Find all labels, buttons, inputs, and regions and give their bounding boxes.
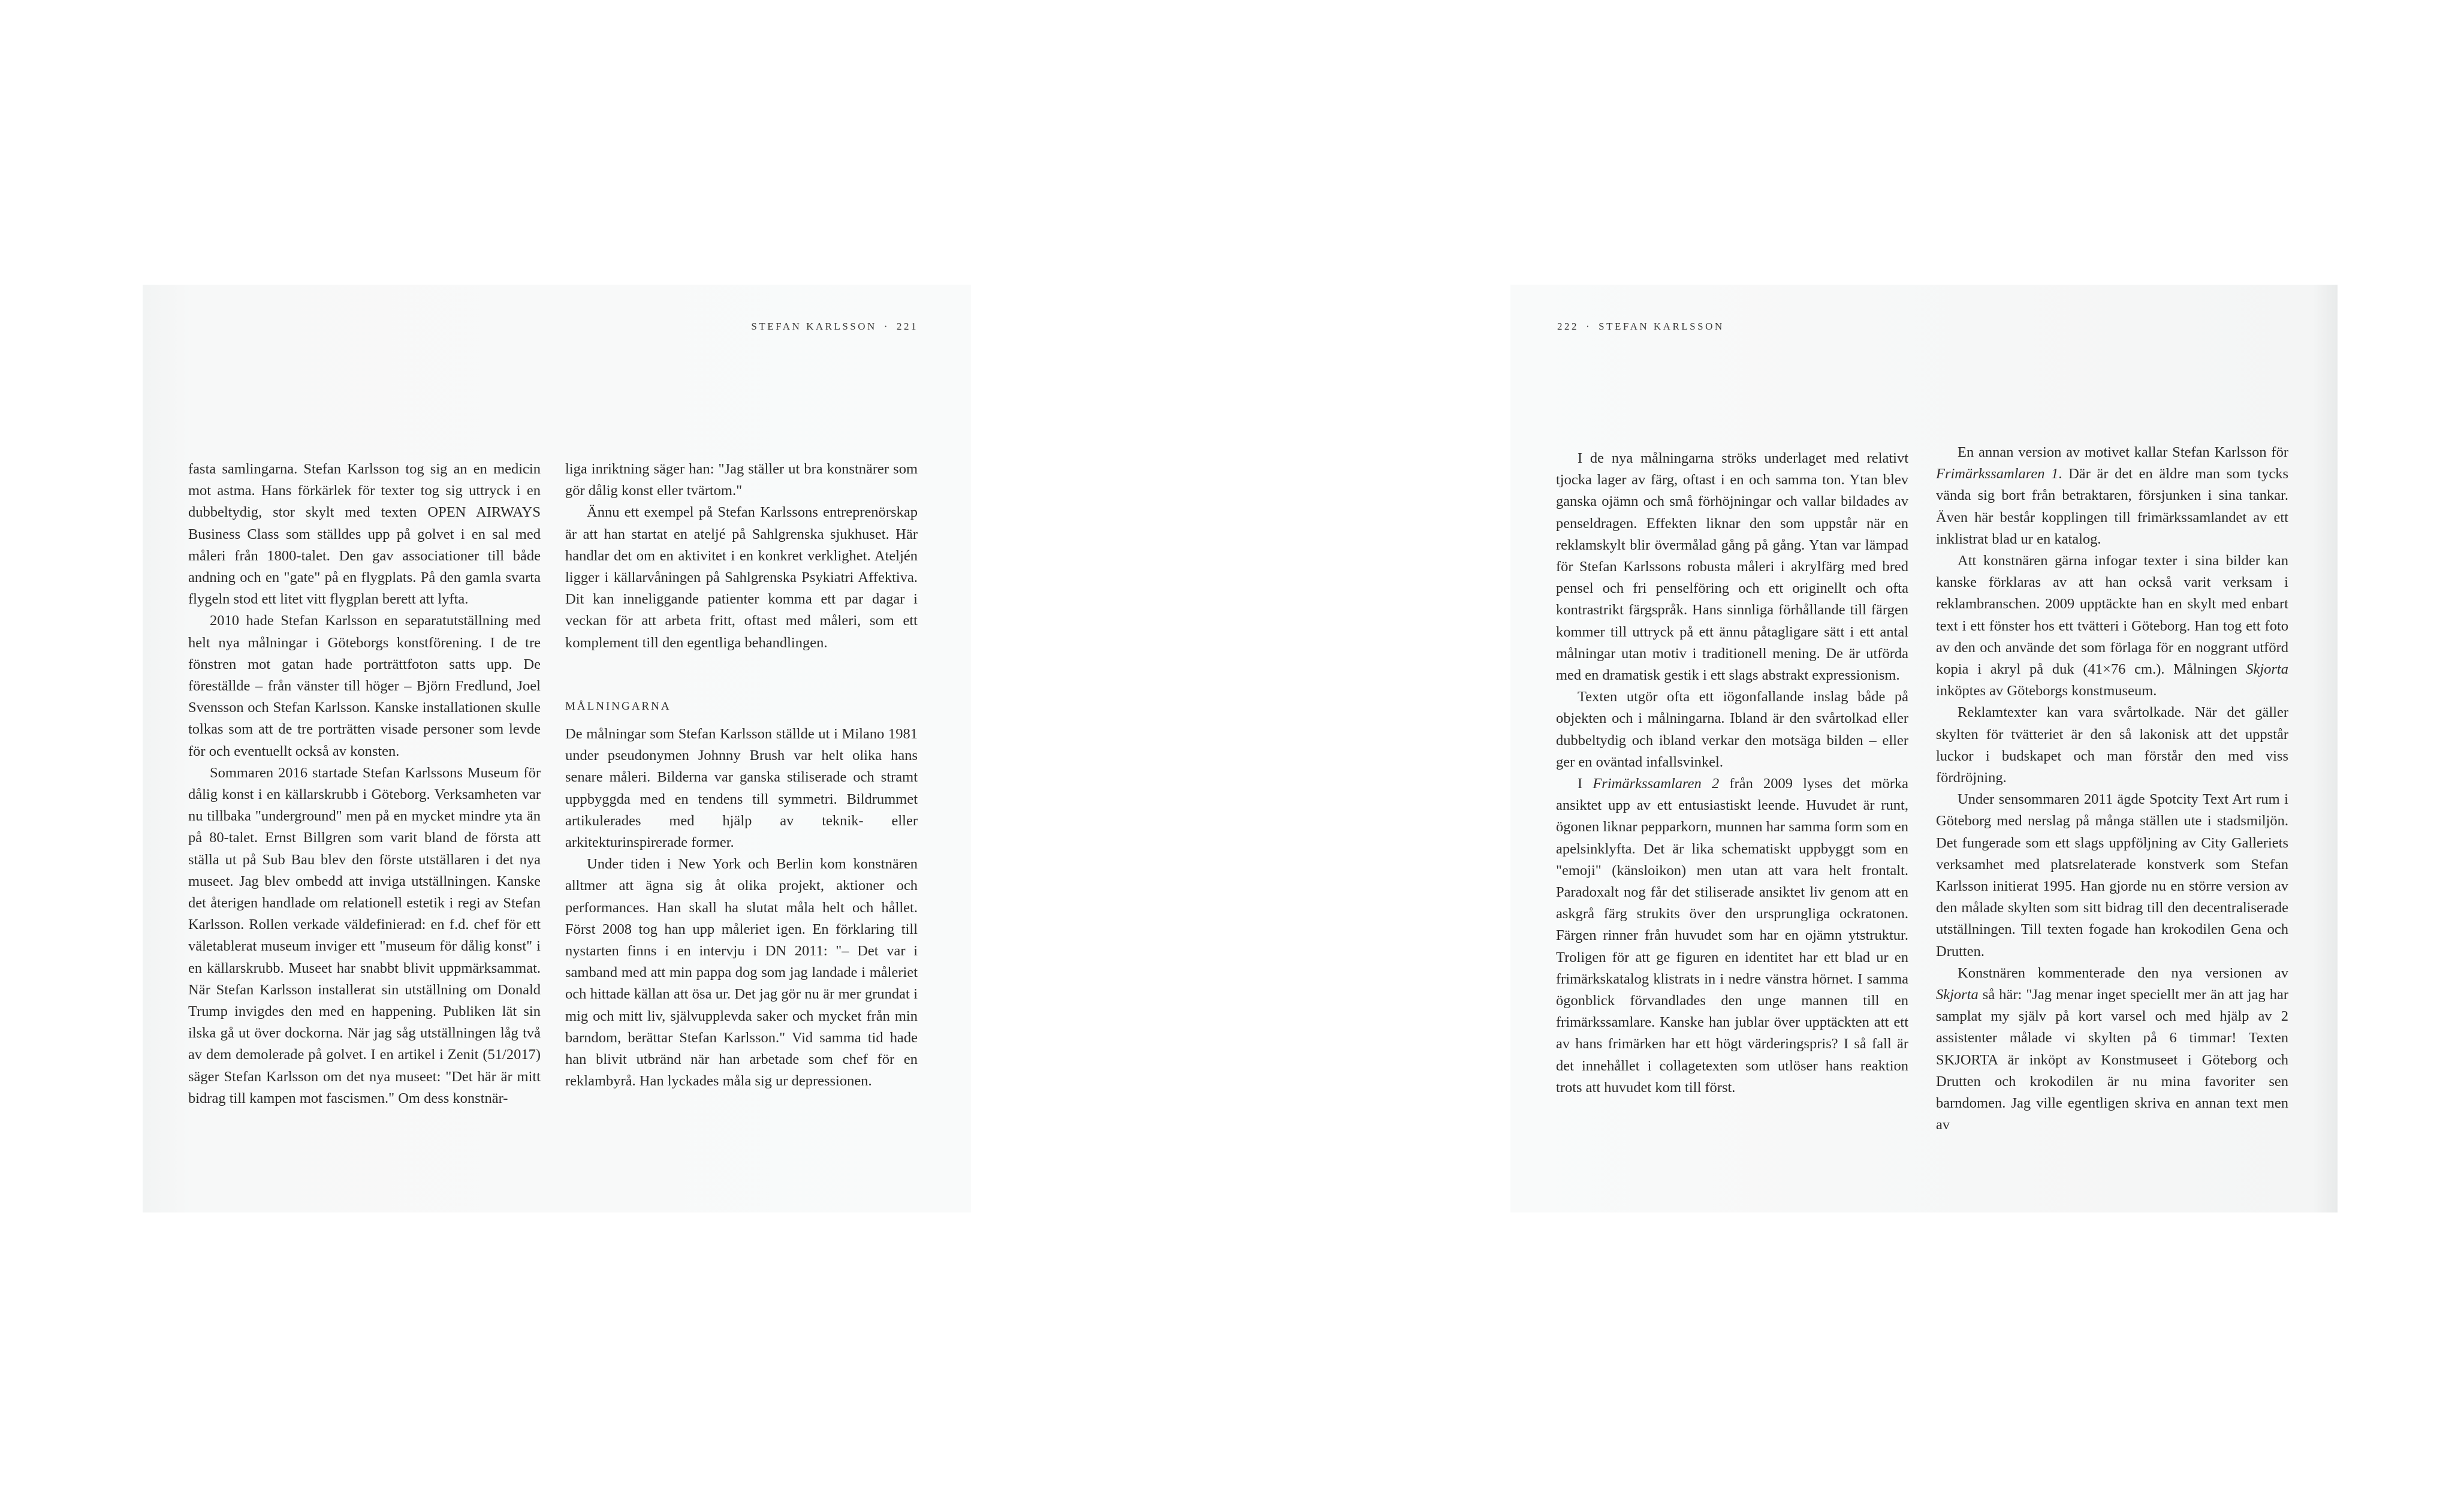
paragraph (1936, 550, 2288, 702)
paragraph-text: så här: "Jag menar inget speciellt mer än att jag har samplat my själv på kort varsel och med hjälp av 2 assistenter målade vi skylten på 6 timmar! Texten SKJORTA är inköpt av Konstmuseet i Göteborg och Drutten och krokodilen är nu mina favoriter sen barndomen. Jag ville egentligen skriva en annan text men av (1936, 987, 2288, 1133)
paragraph (188, 610, 541, 762)
paragraph (1556, 448, 1908, 686)
right-page (1510, 285, 2338, 1212)
running-head-author: STEFAN KARLSSON (751, 321, 877, 332)
paragraph (565, 459, 918, 502)
paragraph (565, 502, 918, 653)
paragraph-text: Under sensommaren 2011 ägde Spotcity Text Art rum i Göteborg med nerslag på många ställen ute i stadsmiljön. Det fungerade som ett slags uppföljning av City Galleriets verksamhet med platsrelaterade konstverk som Stefan Karlsson initierat 1995. Han gjorde nu en större version av den målade skylten som sitt bidrag till den decentraliserade utställningen. Till texten fogade han krokodilen Gena och Drutten. (1936, 791, 2288, 960)
paragraph-text: Att konstnären gärna infogar texter i sina bilder kan kanske förklaras av att han också varit verksam i reklambranschen. 2009 upptäckte han en skylt med enbart text i ett fönster hos ett tvätteri i Göteborg. Han tog ett foto av den och använde det som förlaga för en noggrant utförd kopia i akryl på duk (41×76 cm.). Målningen (1936, 553, 2288, 678)
right-page-column-1 (1556, 448, 1908, 1099)
paragraph (565, 723, 918, 853)
paragraph (1556, 686, 1908, 773)
artwork-title: Skjorta (1936, 987, 1979, 1003)
paragraph (188, 459, 541, 610)
paragraph-text: Reklamtexter kan vara svårtolkade. När det gäller skylten för tvätteriet är den så lakonisk att det uppstår luckor i budskapet och man förstår den med viss fördröjning. (1936, 704, 2288, 786)
running-head-left (751, 321, 918, 333)
running-head-separator: · (883, 321, 889, 332)
paragraph (1936, 702, 2288, 789)
paragraph-text: Ännu ett exempel på Stefan Karlssons entreprenörskap är att han startat en ateljé på Sahlgrenska sjukhuset. Här handlar det om en aktivitet i en konkret verklighet. Ateljén ligger i källarvåningen på Sahlgrenska Psykiatri Affektiva. Dit kan inneliggande patienter komma ett par dagar i veckan för att arbeta fritt, oftast med måleri, som ett komplement till den egentliga behandlingen. (565, 504, 918, 651)
section-heading: MÅLNINGARNA (565, 699, 671, 713)
paragraph-text: Sommaren 2016 startade Stefan Karlssons Museum för dålig konst i en källarskrubb i Göteborg. Verksamheten var nu tillbaka "underground" men på en mycket mindre yta än på 80-talet. Ernst Billgren som varit bland de första att ställa ut på Sub Bau blev den förste utställaren i det nya museet. Jag blev ombedd att inviga utställningen. Kanske det återigen handlade om relationell estetik i regi av Stefan Karlsson. Rollen verkade väldefinierad: en f.d. chef för ett väletablerat museum inviger ett "museum för dålig konst" i en källarskrubb. Museet har snabbt blivit uppmärksammat. När Stefan Karlsson installerat sin utställning om Donald Trump invigdes den med en happening. Publiken lät sin ilska gå ut över dockorna. När jag såg utställningen låg två av dem demolerade på golvet. I en artikel i Zenit (51/2017) säger Stefan Karlsson om det nya museet: "Det här är mitt bidrag till kampen mot fascismen." Om dess konstnär- (188, 764, 541, 1106)
paragraph (1936, 963, 2288, 1136)
paragraph-text: De målningar som Stefan Karlsson ställde ut i Milano 1981 under pseudonymen Johnny Brush var helt olika hans senare måleri. Bilderna var ganska stiliserade och stramt uppbyggda med en tendens till symmetri. Bildrummet artikulerades med hjälp av teknik- eller arkitekturinspirerade former. (565, 726, 918, 851)
paragraph-text: . Där är det en äldre man som tycks vända sig bort från betraktaren, försjunken i sina tankar. Även här består kopplingen till frimärkssamlandet av ett inklistrat blad ur en katalog. (1936, 466, 2288, 547)
paragraph-text: 2010 hade Stefan Karlsson en separatutställning med helt nya målningar i Göteborgs konstförening. I de tre fönstren mot gatan hade porträttfoton satts upp. De föreställde – från vänster till höger – Björn Fredlund, Joel Svensson och Stefan Karlsson. Kanske installationen skulle tolkas som att de tre porträtten visade personer som levde för och eventuellt också av konsten. (188, 613, 541, 759)
running-head-author: STEFAN KARLSSON (1599, 321, 1724, 332)
paragraph-text: liga inriktning säger han: "Jag ställer ut bra konstnärer som gör dålig konst eller tvärtom." (565, 461, 918, 499)
paragraph-text: Under tiden i New York och Berlin kom konstnären alltmer att ägna sig åt olika projekt, aktioner och performances. Han skall ha slutat måla helt och hållet. Först 2008 tog han upp måleriet igen. En förklaring till nystarten finns i en intervju i DN 2011: "– Det var i samband med att min pappa dog som jag landade i måleriet och hittade källan att ösa ur. Det jag gör nu är mer grundat i mig och mitt liv, självupplevda saker och mycket från min barndom, berättar Stefan Karlsson." Vid samma tid hade han blivit utbränd när han arbetade som chef för en reklambyrå. Han lyckades måla sig ur depressionen. (565, 856, 918, 1090)
paragraph-text: I de nya målningarna ströks underlaget med relativt tjocka lager av färg, oftast i en och samma ton. Ytan blev ganska ojämn och små förhöjningar och vallar bildades av penseldragen. Effekten liknar den som uppstår när en reklamskylt blir övermålad gång på gång. Ytan var lämpad för Stefan Karlssons robusta måleri i akrylfärg med bred pensel och fri penselföring och ett originellt och ofta kontrastrikt färgspråk. Hans sinnliga förhållande till färgen kommer till uttryck på ett ännu påtagligare sätt i ett antal målningar utan motiv i traditionell mening. De är utförda med en dramatisk gestik i ett slags abstrakt expressionism. (1556, 450, 1908, 684)
paragraph-text: fasta samlingarna. Stefan Karlsson tog sig an en medicin mot astma. Hans förkärlek för texter tog sig uttryck i en dubbeltydig, stor skylt med texten OPEN AIRWAYS Business Class som ställdes upp på golvet i en sal med måleri från 1800-talet. Den gav associationer till både andning och en "gate" på en flygplats. På den gamla svarta flygeln stod ett litet vitt flygplan berett att lyfta. (188, 461, 541, 608)
page-number: 221 (897, 321, 918, 332)
artwork-title: Frimärkssamlaren 1 (1936, 466, 2059, 482)
running-head-right (1557, 321, 1724, 333)
paragraph-text: I (1578, 776, 1593, 792)
paragraph-text: Konstnären kommenterade den nya versionen av (1958, 964, 2288, 981)
paragraph (565, 853, 918, 1092)
paragraph (1936, 442, 2288, 550)
running-head-separator: · (1586, 321, 1592, 332)
artwork-title: Skjorta (2246, 661, 2288, 678)
paragraph (1556, 773, 1908, 1099)
page-number: 222 (1557, 321, 1579, 332)
paragraph-text: Texten utgör ofta ett iögonfallande inslag både på objekten och i målningarna. Ibland är den svårtolkad eller dubbeltydig och ibland verkar den motsäga bilden – eller ger en oväntad infallsvinkel. (1556, 689, 1908, 770)
left-page (143, 285, 971, 1212)
paragraph-text: från 2009 lyses det mörka ansiktet upp av ett entusiastiskt leende. Huvudet är runt, ögonen liknar pepparkorn, munnen har samma form som en apelsinklyfta. Det är lika schematiskt uppbyggt som en "emoji" (känsloikon) men utan att vara helt frontalt. Paradoxalt nog får det stiliserade ansiktet liv genom att en askgrå färg strukits över den ursprungliga ockratonen. Färgen rinner från huvudet som har en ojämn ytstruktur. Troligen för att ge figuren en identitet har ett blad ur en frimärkskatalog klistrats in i nedre vänstra hörnet. I samma ögonblick förvandlades den unge mannen till en frimärkssamlare. Kanske han jublar över upptäckten att ett av hans frimärken har ett högt värderingspris? I så fall är det innehållet i collagetexten som utlöser hans reaktion trots att huvudet kom till först. (1556, 776, 1908, 1096)
paragraph-text: inköptes av Göteborgs konstmuseum. (1936, 683, 2157, 699)
right-page-column-2 (1936, 442, 2288, 1136)
paragraph (1936, 789, 2288, 963)
paragraph (188, 762, 541, 1109)
left-page-column-1 (188, 459, 541, 1109)
left-page-column-2 (565, 459, 918, 1092)
artwork-title: Frimärkssamlaren 2 (1593, 776, 1720, 792)
paragraph-text: En annan version av motivet kallar Stefan Karlsson för (1958, 444, 2288, 460)
